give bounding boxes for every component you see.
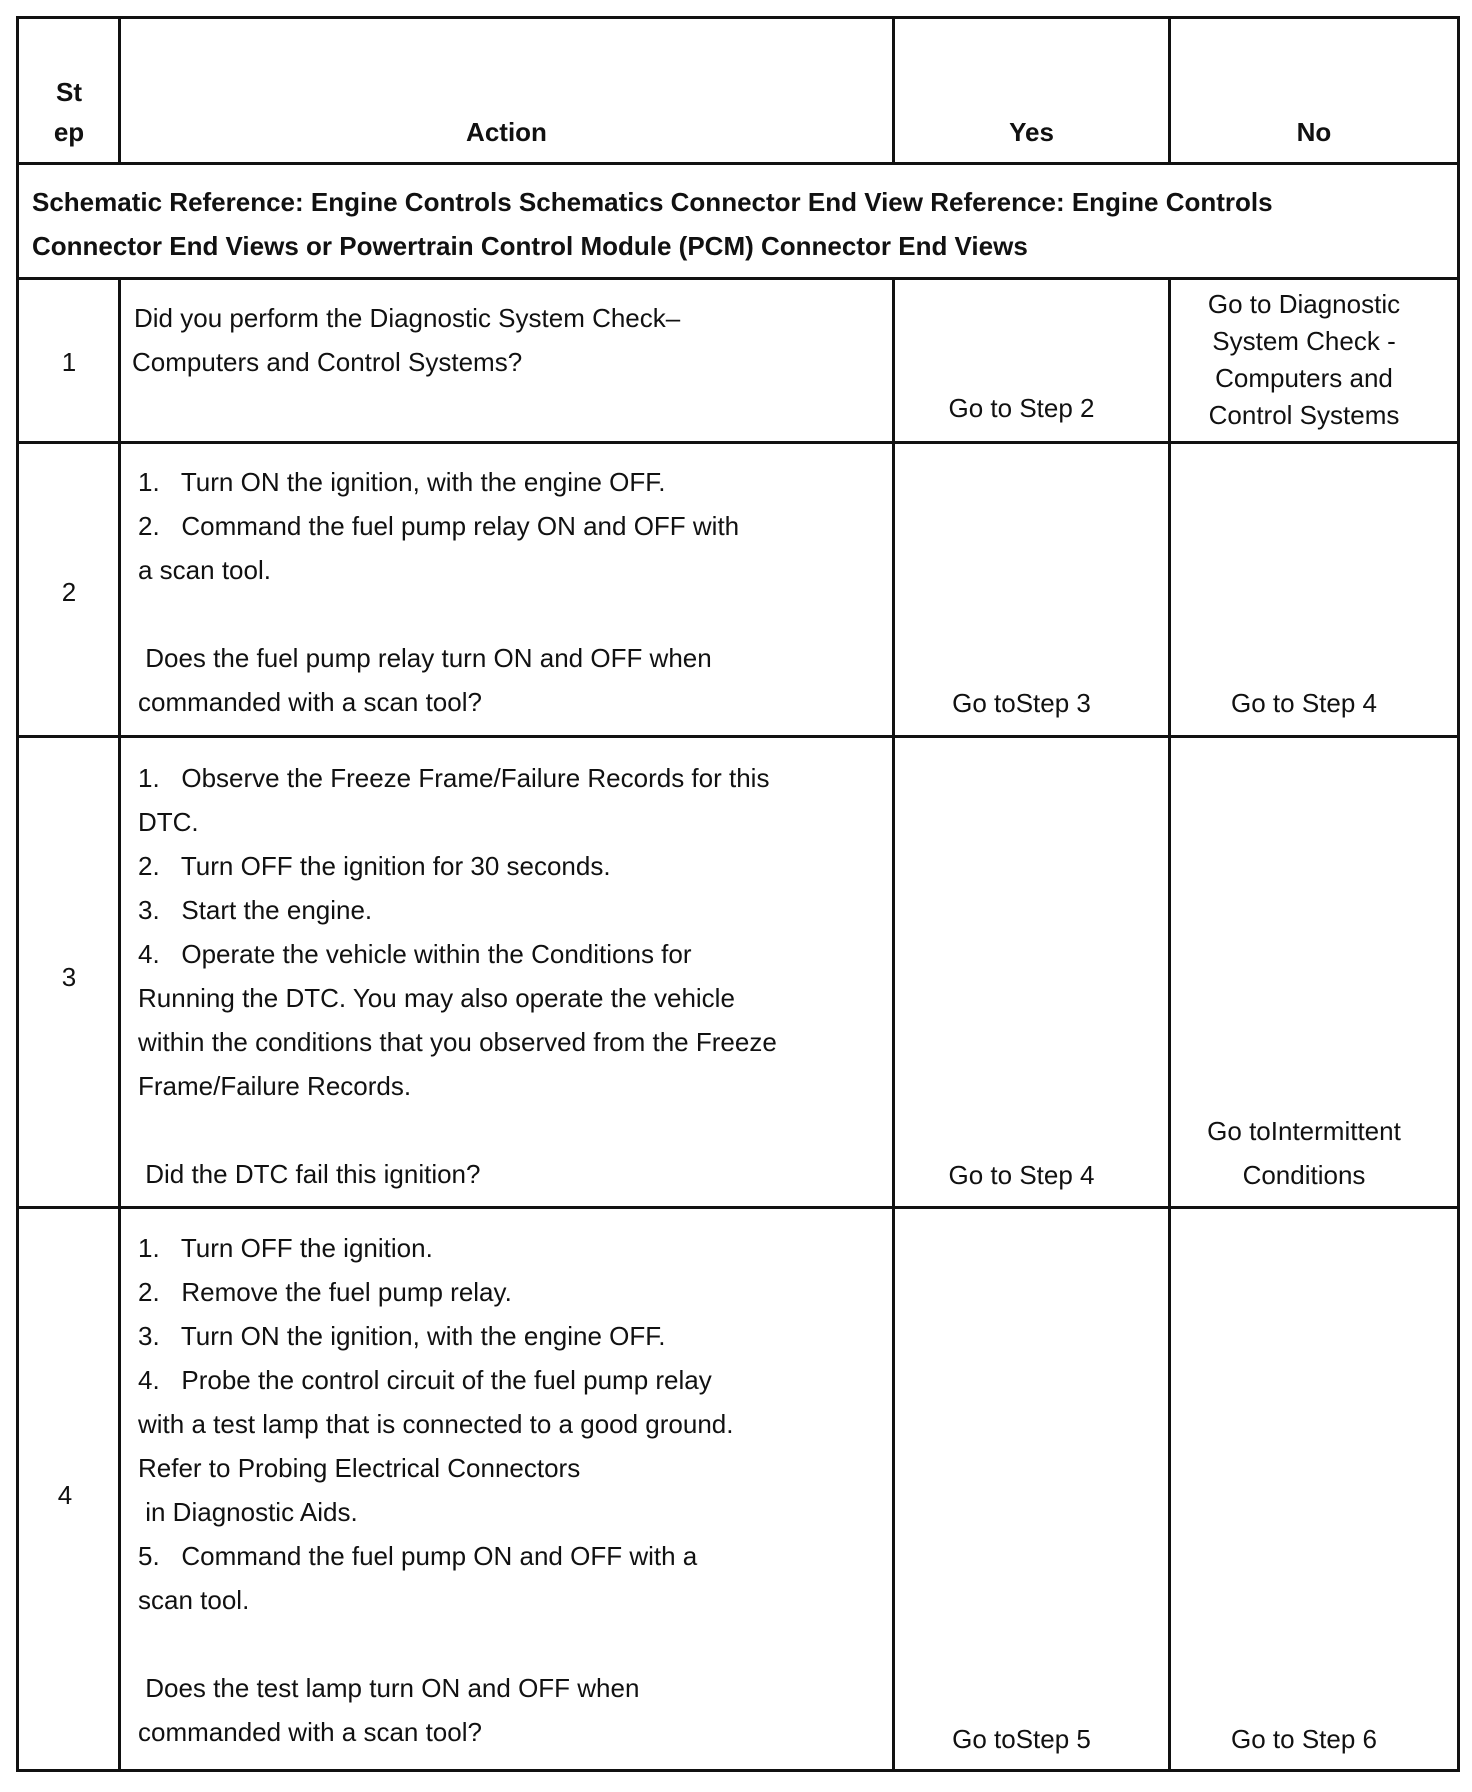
action-line: [138, 1108, 888, 1152]
row-divider: [16, 441, 1460, 444]
no-line: Go to Diagnostic: [1207, 289, 1401, 319]
no-line: Go to Step 4: [1231, 688, 1377, 718]
row-divider: [16, 1206, 1460, 1209]
header-step-text: St ep: [53, 77, 85, 147]
no-line: Go to Step 6: [1231, 1724, 1377, 1754]
step-number: [16, 1473, 114, 1517]
action-line: commanded with a scan tool?: [138, 1717, 482, 1747]
yes-text: Go toStep 5: [952, 1724, 1091, 1754]
action-line: 4. Probe the control circuit of the fuel pump relay: [138, 1365, 712, 1395]
schematic-reference: [32, 180, 1452, 268]
action-line: Computers and Control Systems?: [132, 347, 523, 377]
action-cell: [138, 460, 888, 724]
action-line: Did you perform the Diagnostic System Check–: [134, 303, 681, 333]
column-divider: [892, 278, 895, 1772]
no-line: Computers and: [1215, 363, 1393, 393]
row-divider: [16, 735, 1460, 738]
step-number-text: 2: [61, 577, 77, 607]
no-line: Go toIntermittent: [1207, 1116, 1401, 1146]
header-yes-text: Yes: [1009, 117, 1054, 147]
action-line: 5. Command the fuel pump ON and OFF with a: [138, 1541, 698, 1571]
yes-text: Go to Step 2: [948, 393, 1095, 423]
column-divider: [1168, 278, 1171, 1772]
step-number: [20, 570, 118, 614]
action-line: [138, 1622, 888, 1666]
action-line: 1. Turn ON the ignition, with the engine OFF.: [138, 467, 666, 497]
action-line: Did the DTC fail this ignition?: [138, 1159, 481, 1189]
yes-text: Go toStep 3: [952, 688, 1091, 718]
action-line: Running the DTC. You may also operate the vehicle: [138, 983, 735, 1013]
yes-cell: [895, 1153, 1148, 1197]
step-number: [20, 955, 118, 999]
step-number-text: 4: [57, 1480, 73, 1510]
row-divider: [16, 277, 1460, 280]
column-divider: [118, 278, 121, 1772]
no-cell: [1171, 1717, 1437, 1761]
action-cell: [138, 1226, 888, 1754]
step-number-text: 3: [61, 962, 77, 992]
no-line: Control Systems: [1208, 400, 1400, 430]
action-line: Refer to Probing Electrical Connectors: [138, 1453, 581, 1483]
action-line: a scan tool.: [138, 555, 271, 585]
action-line: 4. Operate the vehicle within the Conditions for: [138, 939, 692, 969]
header-no: [1171, 110, 1457, 154]
step-number: [20, 340, 118, 384]
reference-line: Schematic Reference: Engine Controls Schematics Connector End View Reference: Engine Controls: [32, 187, 1273, 217]
yes-cell: [895, 681, 1148, 725]
no-cell: [1171, 681, 1437, 725]
no-cell: [1171, 286, 1437, 434]
action-line: scan tool.: [138, 1585, 250, 1615]
header-action: [121, 110, 892, 154]
action-line: [138, 592, 888, 636]
yes-cell: [895, 1717, 1148, 1761]
action-line: Frame/Failure Records.: [138, 1071, 412, 1101]
header-yes: [895, 110, 1168, 154]
step-number-text: 1: [61, 347, 77, 377]
action-line: in Diagnostic Aids.: [138, 1497, 358, 1527]
action-line: DTC.: [138, 807, 199, 837]
action-line: 2. Remove the fuel pump relay.: [138, 1277, 512, 1307]
action-line: 2. Command the fuel pump relay ON and OFF with: [138, 511, 740, 541]
header-step: [20, 72, 118, 152]
action-line: 3. Start the engine.: [138, 895, 373, 925]
action-line: with a test lamp that is connected to a good ground.: [138, 1409, 734, 1439]
action-line: 1. Observe the Freeze Frame/Failure Records for this: [138, 763, 770, 793]
action-line: within the conditions that you observed from the Freeze: [138, 1027, 777, 1057]
header-action-text: Action: [466, 117, 547, 147]
action-cell: [134, 296, 884, 384]
action-cell: [138, 756, 888, 1196]
action-line: commanded with a scan tool?: [138, 687, 482, 717]
header-no-text: No: [1296, 117, 1332, 147]
no-cell: [1171, 1109, 1437, 1197]
no-line: Conditions: [1242, 1160, 1366, 1190]
yes-cell: [895, 386, 1148, 430]
action-line: 1. Turn OFF the ignition.: [138, 1233, 433, 1263]
action-line: Does the test lamp turn ON and OFF when: [138, 1673, 640, 1703]
action-line: 2. Turn OFF the ignition for 30 seconds.: [138, 851, 611, 881]
reference-line: Connector End Views or Powertrain Control Module (PCM) Connector End Views: [32, 231, 1028, 261]
action-line: Does the fuel pump relay turn ON and OFF when: [138, 643, 712, 673]
row-divider: [16, 162, 1460, 165]
yes-text: Go to Step 4: [948, 1160, 1095, 1190]
action-line: 3. Turn ON the ignition, with the engine OFF.: [138, 1321, 666, 1351]
no-line: System Check -: [1212, 326, 1396, 356]
